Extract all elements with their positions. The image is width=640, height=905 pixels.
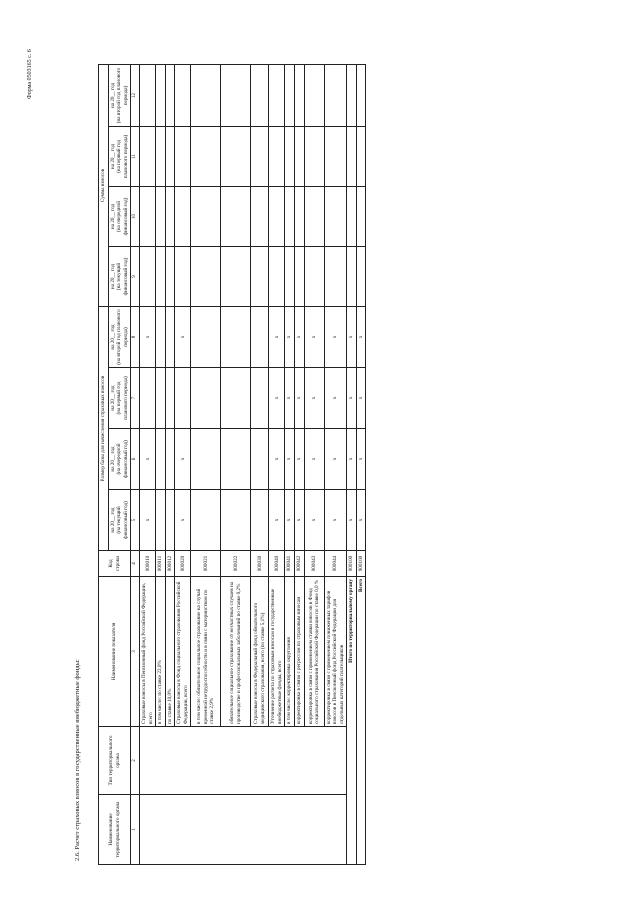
value-cell: x — [347, 368, 357, 429]
header-row-numbers — [131, 64, 140, 864]
value-cell — [294, 126, 304, 186]
value-cell: x — [285, 490, 295, 551]
value-cell: x — [304, 306, 324, 367]
total-label: Всего — [356, 577, 366, 865]
period-year-label: на 20__ год — [109, 203, 116, 230]
column-number: 10 — [131, 186, 140, 246]
row-code: 000040 — [269, 551, 285, 577]
total-label: Итого по территориальному органу — [347, 577, 357, 865]
value-cell — [191, 368, 221, 429]
column-number: 7 — [131, 368, 140, 429]
value-cell — [140, 368, 156, 429]
header-period-12 — [108, 64, 131, 126]
value-cell — [191, 306, 221, 367]
row-code: 000100 — [347, 551, 357, 577]
value-cell — [191, 126, 221, 186]
value-cell: x — [285, 429, 295, 490]
territorial-body-name-cell — [140, 795, 347, 865]
value-cell — [356, 246, 366, 306]
value-cell: x — [347, 490, 357, 551]
header-row-1 — [99, 64, 109, 864]
value-cell — [221, 64, 251, 126]
header-territorial-body-name: Наименование территориального органа — [99, 795, 131, 865]
header-period-10 — [108, 186, 131, 246]
header-row-code: Код строки — [99, 551, 131, 577]
header-period-9 — [108, 246, 131, 306]
value-cell — [191, 490, 221, 551]
indicator-name: в том числе: обязательное социальное страхование на случай временной нетрудоспособности и в связи с материнством по ставке 2,9% — [191, 577, 221, 727]
period-type-label: (на второй год планового периода) — [116, 309, 129, 365]
indicator-name: Страховые взносы в Пенсионный фонд Российской Федерации, всего — [140, 577, 156, 727]
value-cell — [251, 246, 269, 306]
indicator-name: Страховые взносы в Федеральный фонд обязательного медицинского страхования, всего (по ставке 5,1%) — [251, 577, 269, 727]
value-cell — [304, 126, 324, 186]
value-cell — [285, 64, 295, 126]
value-cell: x — [324, 429, 347, 490]
value-cell — [221, 126, 251, 186]
value-cell — [221, 429, 251, 490]
header-period-5 — [108, 490, 131, 551]
value-cell — [251, 306, 269, 367]
period-year-label: на 20__ год — [109, 143, 116, 170]
header-period-7 — [108, 368, 131, 429]
value-cell — [191, 246, 221, 306]
row-code: 000041 — [285, 551, 295, 577]
value-cell — [294, 186, 304, 246]
column-number: 6 — [131, 429, 140, 490]
value-cell — [221, 306, 251, 367]
value-cell: x — [324, 368, 347, 429]
value-cell — [251, 186, 269, 246]
value-cell — [294, 246, 304, 306]
value-cell — [347, 246, 357, 306]
value-cell: x — [140, 429, 156, 490]
value-cell: x — [304, 429, 324, 490]
period-year-label: на 20__ год — [109, 263, 116, 290]
indicator-name: Страховые взносы в Фонд социального страхования Российской Федерации, всего — [175, 577, 191, 727]
header-base-group: Размер базы для начисления страховых взносов — [99, 306, 109, 550]
table-row — [140, 64, 156, 864]
period-year-label: на 20__ год — [109, 446, 116, 472]
column-number: 5 — [131, 490, 140, 551]
value-cell — [221, 186, 251, 246]
value-cell — [165, 246, 175, 306]
header-indicator-name: Наименование показателя — [99, 577, 131, 727]
value-cell — [304, 186, 324, 246]
header-sum-group: Сумма взносов — [99, 64, 109, 306]
value-cell — [191, 64, 221, 126]
value-cell: x — [285, 368, 295, 429]
value-cell: x — [294, 368, 304, 429]
value-cell: x — [175, 306, 191, 367]
value-cell — [324, 64, 347, 126]
indicator-name: обязательное социальное страхование от несчастных случаев на производстве и профессиональных заболеваний по ставке 0,2% — [221, 577, 251, 727]
column-number: 4 — [131, 551, 140, 577]
section-heading: 2.6. Расчет страховых взносов в государственные внебюджетные фонды: — [74, 659, 81, 861]
value-cell — [156, 368, 166, 429]
row-code: 000043 — [304, 551, 324, 577]
value-cell — [156, 246, 166, 306]
indicator-name: корректировка в связи с применением пониженных тарифов взносов в Пенсионный фонд Российской Федерации для отдельных категорий плательщиков — [324, 577, 347, 727]
value-cell — [165, 368, 175, 429]
value-cell: x — [294, 490, 304, 551]
value-cell: x — [285, 306, 295, 367]
value-cell: x — [140, 306, 156, 367]
period-type-label: (на очередной финансовый год) — [116, 197, 129, 236]
value-cell — [165, 306, 175, 367]
value-cell — [269, 64, 285, 126]
value-cell — [165, 490, 175, 551]
value-cell — [324, 246, 347, 306]
value-cell — [251, 126, 269, 186]
period-type-label: (на текущий финансовый год) — [116, 501, 129, 539]
period-type-label: (на очередной финансовый год) — [116, 440, 129, 478]
column-number: 11 — [131, 126, 140, 186]
total-row — [347, 64, 357, 864]
value-cell — [175, 126, 191, 186]
value-cell: x — [140, 490, 156, 551]
value-cell: x — [356, 490, 366, 551]
value-cell: x — [294, 306, 304, 367]
value-cell — [347, 186, 357, 246]
row-code: 000022 — [221, 551, 251, 577]
row-code: 000020 — [175, 551, 191, 577]
value-cell: x — [356, 429, 366, 490]
value-cell: x — [324, 306, 347, 367]
value-cell — [191, 186, 221, 246]
value-cell — [285, 126, 295, 186]
indicator-name: в том числе: по ставке 22,0% — [156, 577, 166, 727]
value-cell — [165, 126, 175, 186]
form-number: Форма 0503165 с. 6 — [27, 49, 33, 99]
column-number: 12 — [131, 64, 140, 126]
value-cell: x — [304, 368, 324, 429]
period-type-label: (на первый год планового периода) — [116, 376, 129, 420]
value-cell — [175, 246, 191, 306]
row-code: 000012 — [165, 551, 175, 577]
value-cell — [324, 126, 347, 186]
value-cell — [324, 186, 347, 246]
period-year-label: на 20__ год — [109, 507, 116, 533]
value-cell: x — [324, 490, 347, 551]
value-cell — [156, 64, 166, 126]
value-cell — [251, 429, 269, 490]
value-cell — [156, 126, 166, 186]
value-cell: x — [294, 429, 304, 490]
value-cell: x — [356, 306, 366, 367]
header-territorial-body-type: Тип территориального органа — [99, 727, 131, 795]
value-cell — [304, 64, 324, 126]
value-cell — [165, 64, 175, 126]
contributions-table — [98, 64, 366, 865]
value-cell — [221, 490, 251, 551]
row-code: 000021 — [191, 551, 221, 577]
header-period-8 — [108, 306, 131, 367]
value-cell — [221, 368, 251, 429]
row-code: 000010 — [140, 551, 156, 577]
value-cell — [156, 186, 166, 246]
value-cell — [356, 186, 366, 246]
value-cell — [251, 368, 269, 429]
column-number: 1 — [131, 795, 140, 865]
territorial-body-type-cell — [140, 727, 347, 795]
value-cell — [156, 490, 166, 551]
indicator-name: в том числе: корректировка округления — [285, 577, 295, 727]
indicator-name: корректировка в связи с применением ставки взносов в Фонд социального страхования Российской Федерации по ставке 0,0 % — [304, 577, 324, 727]
period-year-label: на 20__ год — [109, 324, 116, 350]
value-cell — [347, 126, 357, 186]
value-cell — [175, 368, 191, 429]
value-cell — [269, 186, 285, 246]
value-cell: x — [175, 490, 191, 551]
period-type-label: (на второй год планового периода) — [116, 67, 129, 124]
value-cell — [175, 186, 191, 246]
value-cell: x — [269, 490, 285, 551]
column-number: 9 — [131, 246, 140, 306]
value-cell — [165, 429, 175, 490]
value-cell — [356, 64, 366, 126]
value-cell — [140, 64, 156, 126]
value-cell: x — [356, 368, 366, 429]
value-cell — [140, 246, 156, 306]
value-cell: x — [269, 429, 285, 490]
value-cell — [251, 64, 269, 126]
value-cell — [175, 64, 191, 126]
value-cell — [140, 186, 156, 246]
value-cell — [269, 246, 285, 306]
header-period-6 — [108, 429, 131, 490]
column-number: 3 — [131, 577, 140, 727]
row-code: 000044 — [324, 551, 347, 577]
indicator-name: корректировка в связи с регрессом по страховым взносам — [294, 577, 304, 727]
value-cell: x — [304, 490, 324, 551]
value-cell — [269, 126, 285, 186]
value-cell — [156, 306, 166, 367]
value-cell: x — [347, 306, 357, 367]
value-cell — [285, 186, 295, 246]
value-cell: x — [269, 306, 285, 367]
value-cell: x — [175, 429, 191, 490]
period-type-label: (на первый год планового периода) — [116, 134, 129, 179]
header-period-11 — [108, 126, 131, 186]
indicator-name: Уточнение расчета по страховым взносам в государственные внебюджетные фонды, всего — [269, 577, 285, 727]
total-row — [356, 64, 366, 864]
column-number: 8 — [131, 306, 140, 367]
value-cell — [221, 246, 251, 306]
value-cell — [356, 126, 366, 186]
value-cell — [285, 246, 295, 306]
value-cell — [140, 126, 156, 186]
indicator-name: по ставке 10,0% — [165, 577, 175, 727]
value-cell — [156, 429, 166, 490]
column-number: 2 — [131, 727, 140, 795]
row-code: 900100 — [356, 551, 366, 577]
value-cell — [304, 246, 324, 306]
row-code: 000030 — [251, 551, 269, 577]
value-cell — [191, 429, 221, 490]
value-cell — [294, 64, 304, 126]
value-cell: x — [347, 429, 357, 490]
value-cell — [251, 490, 269, 551]
row-code: 000011 — [156, 551, 166, 577]
period-year-label: на 20__ год — [109, 82, 116, 109]
row-code: 000042 — [294, 551, 304, 577]
value-cell — [165, 186, 175, 246]
period-type-label: (на текущий финансовый год) — [116, 257, 129, 296]
value-cell: x — [269, 368, 285, 429]
period-year-label: на 20__ год — [109, 385, 116, 411]
value-cell — [347, 64, 357, 126]
